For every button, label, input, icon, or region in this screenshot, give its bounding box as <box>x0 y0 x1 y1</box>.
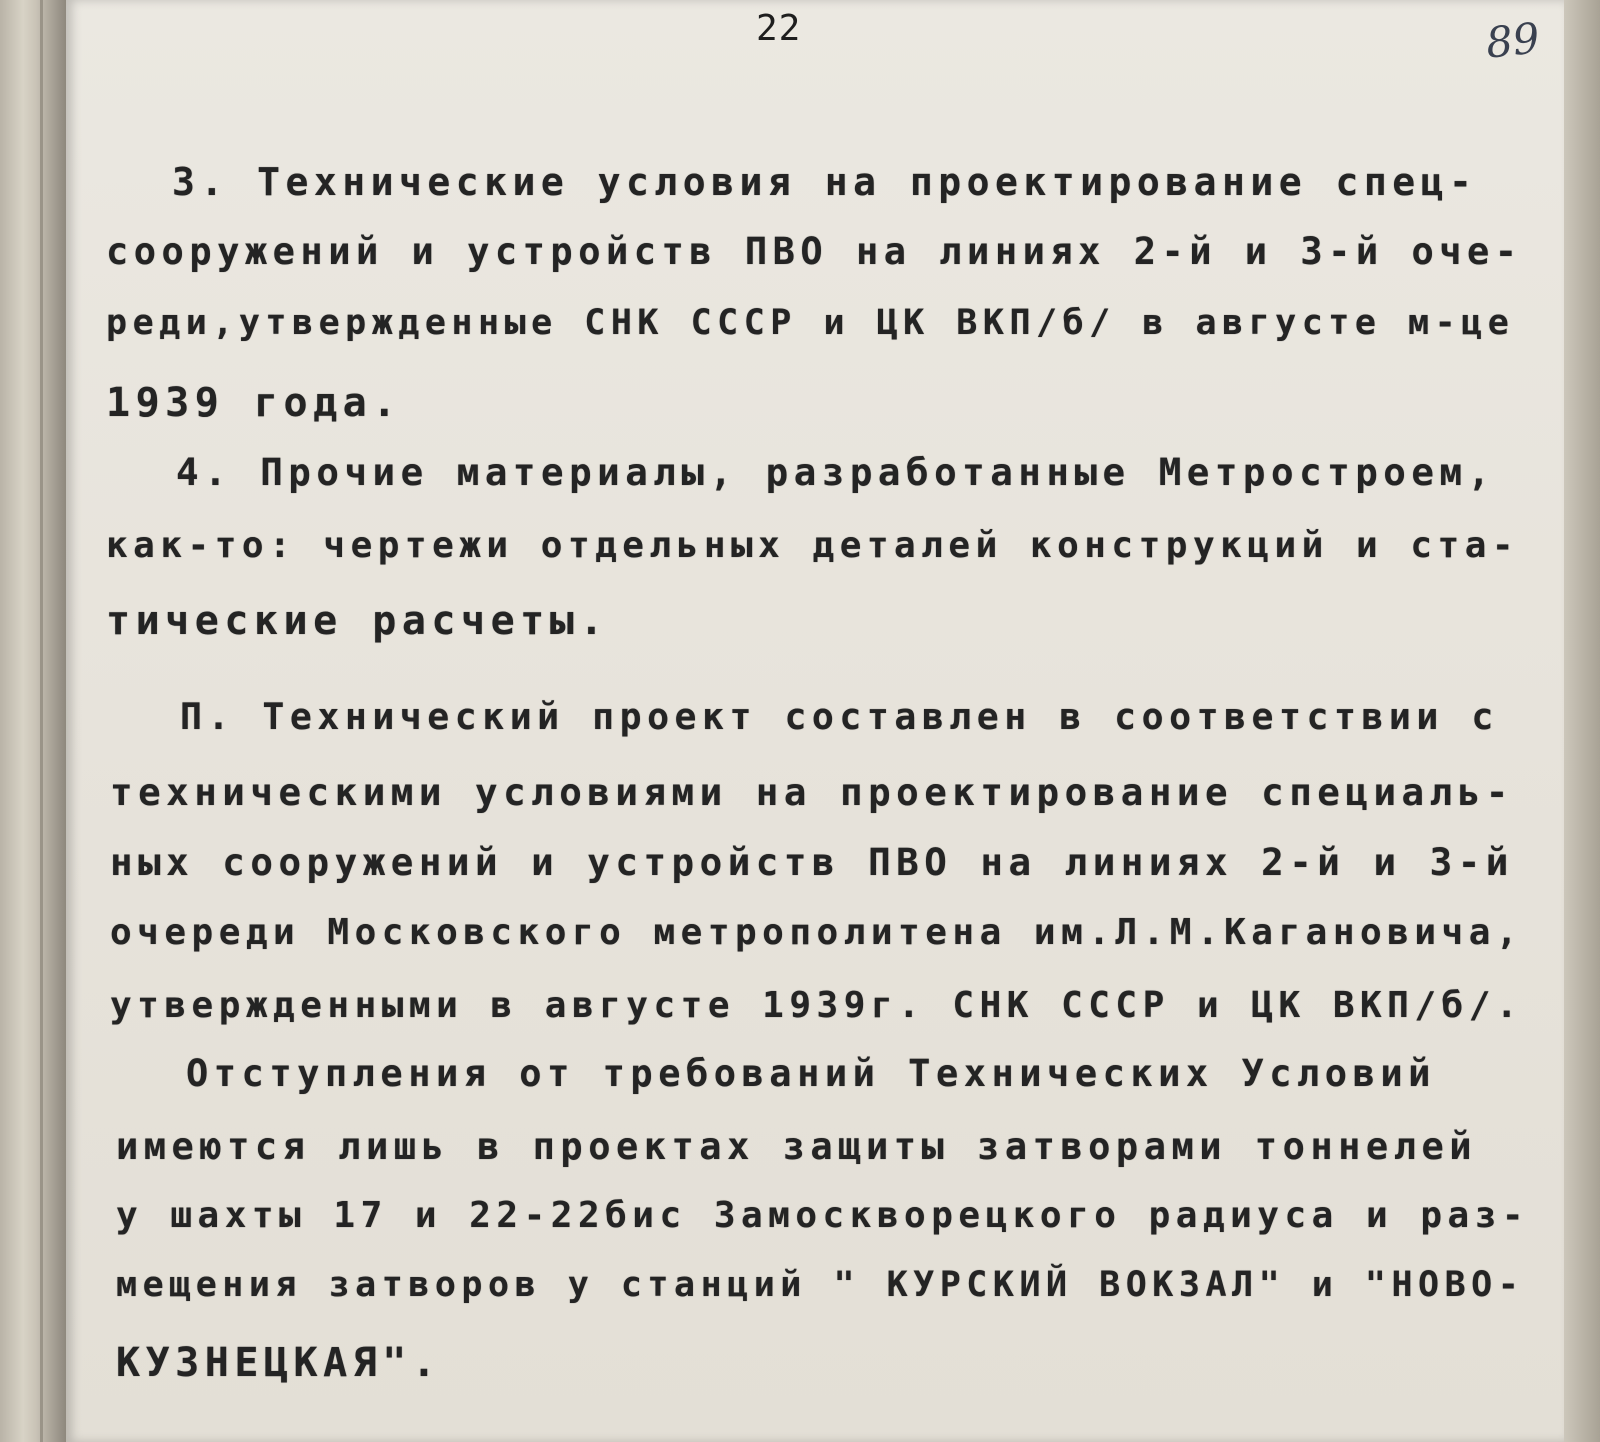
handwritten-folio-number: 89 <box>1483 13 1542 68</box>
text-line: сооружений и устройств ПВО на линиях 2-й и 3-й оче- <box>106 230 1523 273</box>
text-line: тические расчеты. <box>106 598 609 644</box>
text-line: у шахты 17 и 22-22бис Замоскворецкого радиуса и раз- <box>116 1195 1530 1236</box>
text-line: очереди Московского метрополитена им.Л.М.Кагановича, <box>110 912 1524 953</box>
document-page <box>66 0 1564 1442</box>
text-line: имеются лишь в проектах защиты затворами тоннелей <box>116 1125 1478 1168</box>
book-binding <box>0 0 66 1442</box>
text-line: 1939 года. <box>106 380 402 426</box>
text-line: КУЗНЕЦКАЯ". <box>116 1340 442 1386</box>
text-line: 3. Технические условия на проектирование спец- <box>172 160 1478 204</box>
text-line: ных сооружений и устройств ПВО на линиях 2-й и 3-й <box>110 840 1514 884</box>
text-line: П. Технический проект составлен в соответствии с <box>180 695 1499 738</box>
text-line: как-то: чертежи отдельных деталей конструкций и ста- <box>106 525 1520 566</box>
text-line: утвержденными в августе 1939г. СНК СССР и ЦК ВКП/б/. <box>110 985 1524 1026</box>
text-line: техническими условиями на проектирование специаль- <box>110 770 1514 814</box>
text-line: 4. Прочие материалы, разработанные Метростроем, <box>176 450 1496 494</box>
text-line: мещения затворов у станций " КУРСКИЙ ВОКЗАЛ" и "НОВО- <box>116 1265 1525 1305</box>
page-number: 22 <box>756 8 802 49</box>
text-line: реди,утвержденные СНК СССР и ЦК ВКП/б/ в августе м-це <box>106 303 1515 343</box>
page-edge <box>1564 0 1600 1442</box>
text-line: Отступления от требований Технических Условий <box>186 1052 1436 1095</box>
